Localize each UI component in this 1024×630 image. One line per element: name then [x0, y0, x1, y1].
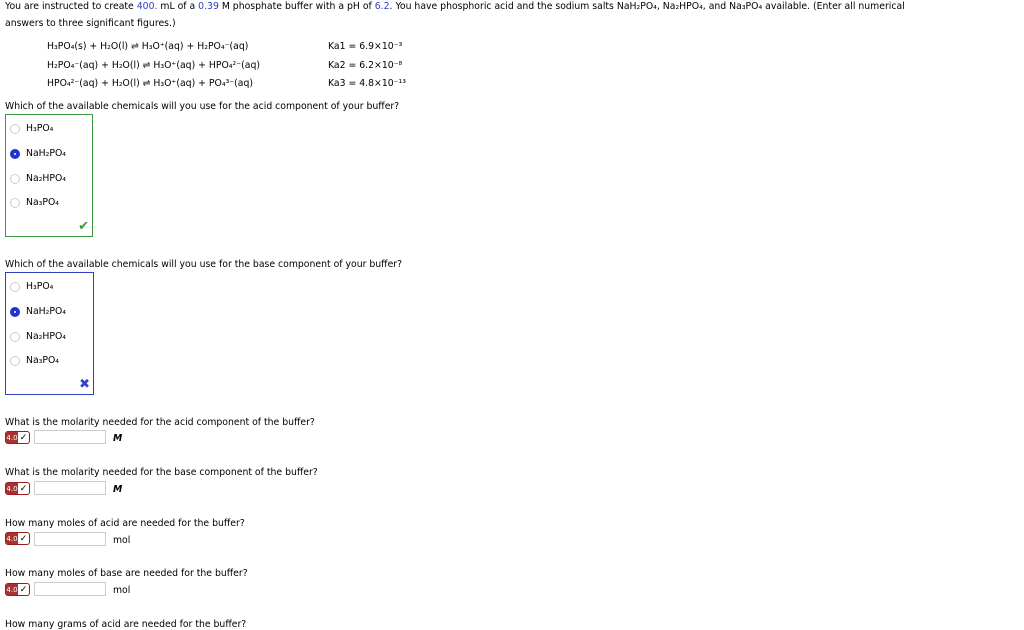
question-acid-molarity: What is the molarity needed for the acid component of the buffer?: [5, 417, 315, 428]
incorrect-x-icon: ✖: [79, 377, 90, 392]
option-na2hpo4[interactable]: [10, 173, 66, 184]
radio[interactable]: [10, 282, 20, 292]
check-icon: ✓: [19, 432, 28, 443]
radio[interactable]: [10, 198, 20, 208]
question-acid-moles: How many moles of acid are needed for the buffer?: [5, 518, 245, 529]
check-icon: ✓: [19, 584, 28, 595]
base-molarity-input[interactable]: [34, 481, 106, 495]
unit-label: mol: [113, 535, 131, 546]
check-icon: ✓: [19, 533, 28, 544]
concentration-value: 0.39: [198, 1, 219, 12]
base-moles-input[interactable]: [34, 582, 106, 596]
ka2: Ka2 = 6.2×10⁻⁸: [328, 60, 403, 71]
option-nah2po4[interactable]: [10, 306, 66, 317]
question-acid-grams: How many grams of acid are needed for the buffer?: [5, 619, 247, 630]
attempts-badge: [5, 532, 30, 545]
question-base-moles: How many moles of base are needed for the buffer?: [5, 568, 248, 579]
badge-text: 4.0: [6, 433, 18, 442]
question-acid-component: Which of the available chemicals will you use for the acid component of your buffer?: [5, 101, 400, 112]
volume-value: 400.: [136, 1, 158, 12]
unit-label: M: [113, 433, 123, 444]
option-label: Na₃PO₄: [26, 197, 60, 208]
intro-line-2: answers to three significant figures.): [5, 18, 176, 29]
attempts-badge: [5, 583, 30, 596]
radio[interactable]: [10, 356, 20, 366]
option-label: Na₂HPO₄: [26, 331, 67, 342]
acid-moles-input[interactable]: [34, 532, 106, 546]
equation-1: H₃PO₄(s) + H₂O(l) ⇌ H₃O⁺(aq) + H₂PO₄⁻(aq): [47, 41, 249, 52]
intro-text: . You have phosphoric acid and the sodium salts NaH₂PO₄, Na₂HPO₄, and Na₃PO₄ available. (Enter all numerical: [389, 1, 905, 12]
check-icon: ✓: [19, 483, 28, 494]
attempts-badge: [5, 482, 30, 495]
radio-selected[interactable]: [10, 149, 20, 159]
correct-check-icon: ✔: [78, 219, 89, 234]
radio[interactable]: [10, 174, 20, 184]
badge-text: 4.0: [6, 534, 18, 543]
unit-label: M: [113, 484, 123, 495]
intro-text: mL of a: [157, 1, 199, 12]
attempts-badge: [5, 431, 30, 444]
option-na3po4[interactable]: [10, 197, 59, 208]
ka3: Ka3 = 4.8×10⁻¹³: [328, 78, 407, 89]
option-label: NaH₂PO₄: [26, 148, 67, 159]
option-h3po4[interactable]: [10, 281, 53, 292]
intro-line-1: [5, 1, 905, 12]
option-h3po4[interactable]: [10, 123, 53, 134]
option-nah2po4[interactable]: [10, 148, 66, 159]
option-na2hpo4[interactable]: [10, 331, 66, 342]
acid-molarity-input[interactable]: [34, 430, 106, 444]
option-label: H₃PO₄: [26, 281, 54, 292]
option-label: Na₃PO₄: [26, 355, 60, 366]
intro-text: You are instructed to create: [5, 1, 137, 12]
badge-text: 4.0: [6, 585, 18, 594]
ka1: Ka1 = 6.9×10⁻³: [328, 41, 403, 52]
ph-value: 6.2: [374, 1, 390, 12]
radio[interactable]: [10, 124, 20, 134]
intro-text: M phosphate buffer with a pH of: [218, 1, 375, 12]
option-label: H₃PO₄: [26, 123, 54, 134]
equation-3: HPO₄²⁻(aq) + H₂O(l) ⇌ H₃O⁺(aq) + PO₄³⁻(aq): [47, 78, 254, 89]
option-label: NaH₂PO₄: [26, 306, 67, 317]
question-base-molarity: What is the molarity needed for the base component of the buffer?: [5, 467, 318, 478]
option-label: Na₂HPO₄: [26, 173, 67, 184]
unit-label: mol: [113, 585, 131, 596]
question-base-component: Which of the available chemicals will you use for the base component of your buffer?: [5, 259, 403, 270]
base-choice-box: [5, 272, 94, 395]
option-na3po4[interactable]: [10, 355, 59, 366]
badge-text: 4.0: [6, 484, 18, 493]
equation-2: H₂PO₄⁻(aq) + H₂O(l) ⇌ H₃O⁺(aq) + HPO₄²⁻(aq): [47, 60, 261, 71]
acid-choice-box: [5, 114, 93, 237]
radio-selected[interactable]: [10, 307, 20, 317]
radio[interactable]: [10, 332, 20, 342]
